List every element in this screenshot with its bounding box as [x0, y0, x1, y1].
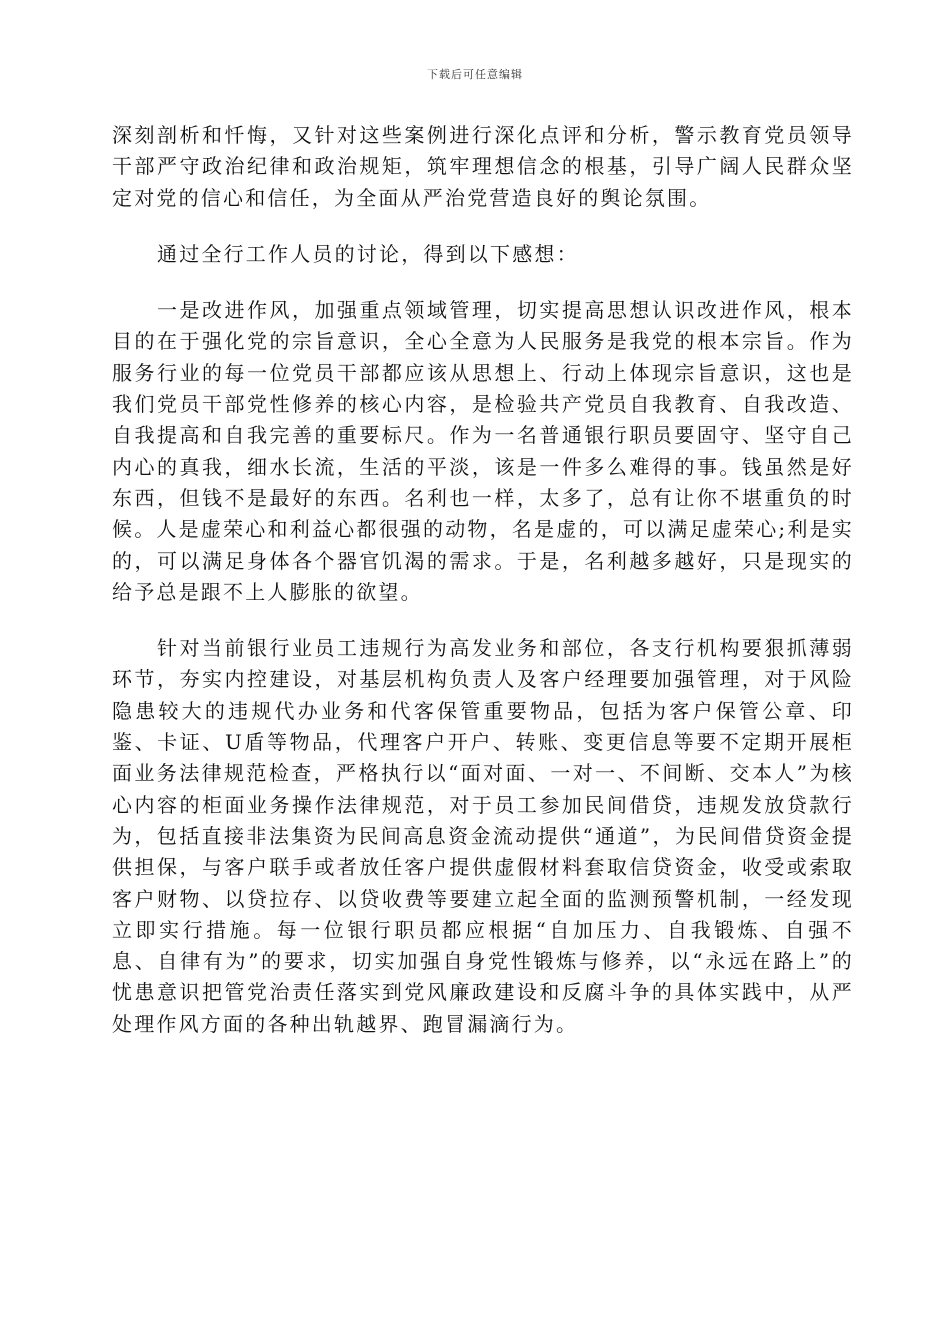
document-body: [112, 120, 854, 1065]
paragraph-improve-style: 一是改进作风，加强重点领域管理，切实提高思想认识改进作风，根本目的在于强化党的宗旨意识，全心全意为人民服务是我党的根本宗旨。作为服务行业的每一位党员干部都应该从思想上、行动上体现宗旨意识，这也是我们党员干部党性修养的核心内容，是检验共产党员自我教育、自我改造、自我提高和自我完善的重要标尺。作为一名普通银行职员要固守、坚守自己内心的真我，细水长流，生活的平淡，该是一件多么难得的事。钱虽然是好东西，但钱不是最好的东西。名利也一样，太多了，总有让你不堪重负的时候。人是虚荣心和利益心都很强的动物，名是虚的，可以满足虚荣心;利是实的，可以满足身体各个器官饥渴的需求。于是，名利越多越好，只是现实的给予总是跟不上人膨胀的欲望。: [112, 298, 854, 604]
page-header: 下载后可任意编辑: [427, 68, 523, 81]
paragraph-discussion-intro: 通过全行工作人员的讨论，得到以下感想：: [157, 241, 579, 266]
paragraph-continuation: 深刻剖析和忏悔，又针对这些案例进行深化点评和分析，警示教育党员领导干部严守政治纪律和政治规矩，筑牢理想信念的根基，引导广阔人民群众坚定对党的信心和信任，为全面从严治党营造良好的舆论氛围。: [112, 123, 854, 210]
paragraph-violations: 针对当前银行业员工违规行为高发业务和部位，各支行机构要狠抓薄弱环节，夯实内控建设，对基层机构负责人及客户经理要加强管理，对于风险隐患较大的违规代办业务和代客保管重要物品，包括为客户保管公章、印鉴、卡证、U盾等物品，代理客户开户、转账、变更信息等要不定期开展柜面业务法律规范检查，严格执行以“面对面、一对一、不间断、交本人”为核心内容的柜面业务操作法律规范，对于员工参加民间借贷，违规发放贷款行为，包括直接非法集资为民间高息资金流动提供“通道”，为民间借贷资金提供担保，与客户联手或者放任客户提供虚假材料套取信贷资金，收受或索取客户财物、以贷拉存、以贷收费等要建立起全面的监测预警机制，一经发现立即实行措施。每一位银行职员都应根据“自加压力、自我锻炼、自强不息、自律有为”的要求，切实加强自身党性锻炼与修养，以“永远在路上”的忧患意识把管党治责任落实到党风廉政建设和反腐斗争的具体实践中，从严处理作风方面的各种出轨越界、跑冒漏滴行为。: [112, 636, 854, 1036]
